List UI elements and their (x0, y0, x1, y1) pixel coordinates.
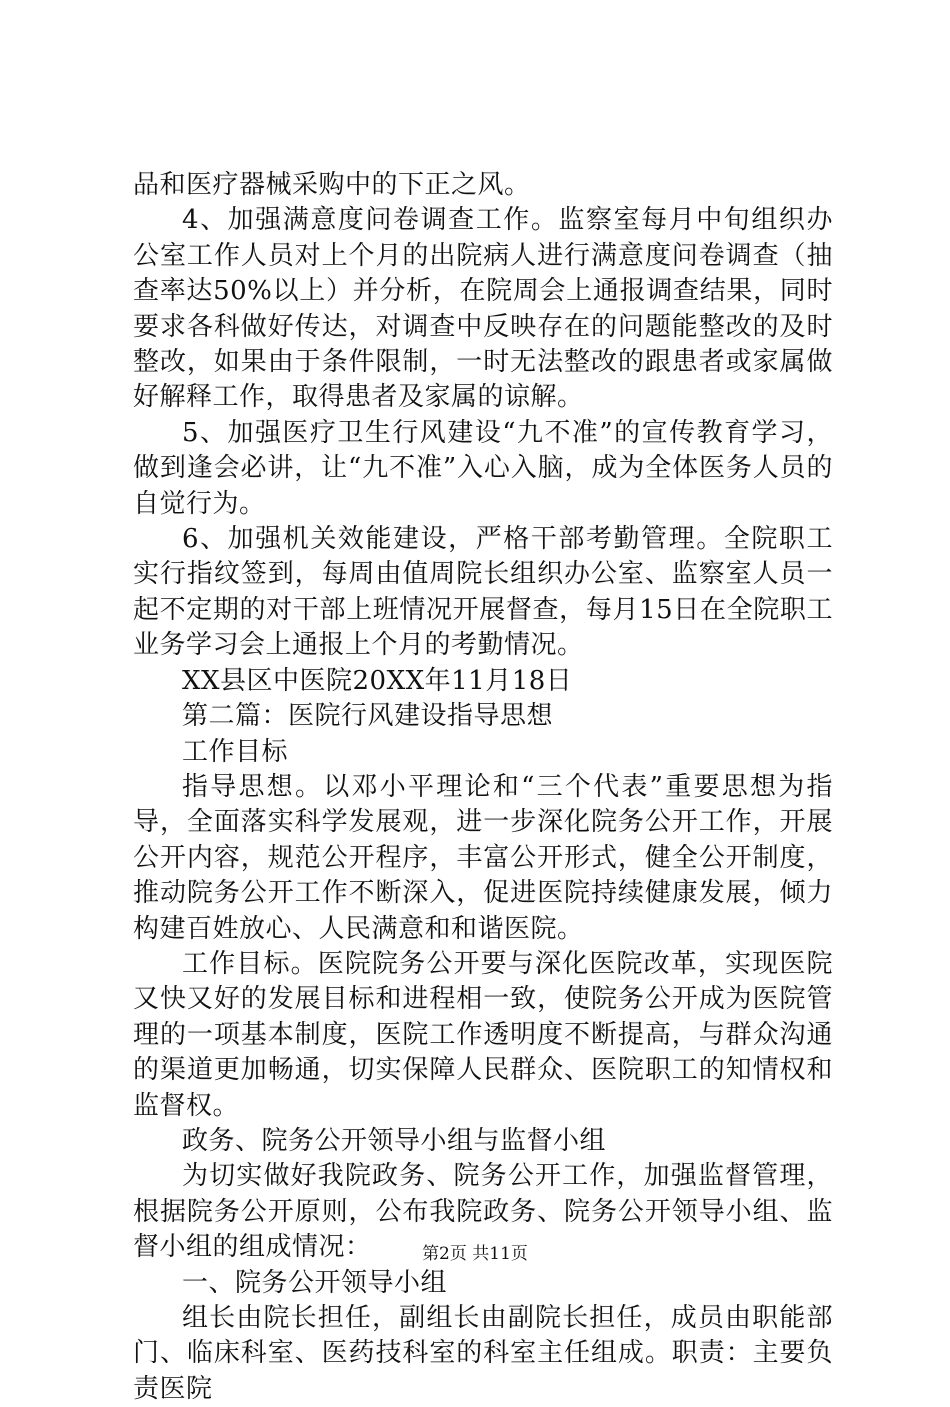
paragraph: 4、加强满意度问卷调查工作。监察室每月中旬组织办公室工作人员对上个月的出院病人进行满意度问卷调查（抽查率达50%以上）并分析，在院周会上通报调查结果，同时要求各科做好传达，对调查中反映存在的问题能整改的及时整改，如果由于条件限制，一时无法整改的跟患者或家属做好解释工作，取得患者及家属的谅解。 (133, 205, 833, 413)
paragraph: 品和医疗器械采购中的下正之风。 (133, 170, 531, 200)
paragraph: 6、加强机关效能建设，严格干部考勤管理。全院职工实行指纹签到，每周由值周院长组织办公室、监察室人员一起不定期的对干部上班情况开展督查，每月15日在全院职工业务学习会上通报上个月的考勤情况。 (133, 524, 833, 661)
date-line: XX县区中医院20XX年11月18日 (182, 665, 573, 696)
subheading: 政务、院务公开领导小组与监督小组 (182, 1125, 607, 1156)
subheading: 工作目标 (182, 736, 289, 767)
paragraph: 工作目标。医院院务公开要与深化医院改革，实现医院又快又好的发展目标和进程相一致，使院务公开成为医院管理的一项基本制度，医院工作透明度不断提高，与群众沟通的渠道更加畅通，切实保障人民群众、医院职工的知情权和监督权。 (133, 948, 833, 1121)
section-heading: 第二篇：医院行风建设指导思想 (182, 701, 554, 732)
paragraph: 组长由院长担任，副组长由副院长担任，成员由职能部门、临床科室、医药技科室的科室主任组成。职责：主要负责医院 (133, 1303, 833, 1404)
paragraph: 为切实做好我院政务、院务公开工作，加强监督管理，根据院务公开原则，公布我院政务、院务公开领导小组、监督小组的组成情况： (133, 1161, 833, 1263)
page-number: 第2页 共11页 (422, 1244, 528, 1264)
paragraph: 5、加强医疗卫生行风建设“九不准”的宣传教育学习，做到逢会必讲，让“九不准”入心入脑，成为全体医务人员的自觉行为。 (133, 417, 833, 519)
subheading: 一、院务公开领导小组 (182, 1267, 448, 1298)
paragraph: 指导思想。以邓小平理论和“三个代表”重要思想为指导，全面落实科学发展观，进一步深化院务公开工作，开展公开内容，规范公开程序，丰富公开形式，健全公开制度，推动院务公开工作不断深入，促进医院持续健康发展，倾力构建百姓放心、人民满意和和谐医院。 (133, 771, 833, 944)
document-body (133, 168, 833, 1407)
